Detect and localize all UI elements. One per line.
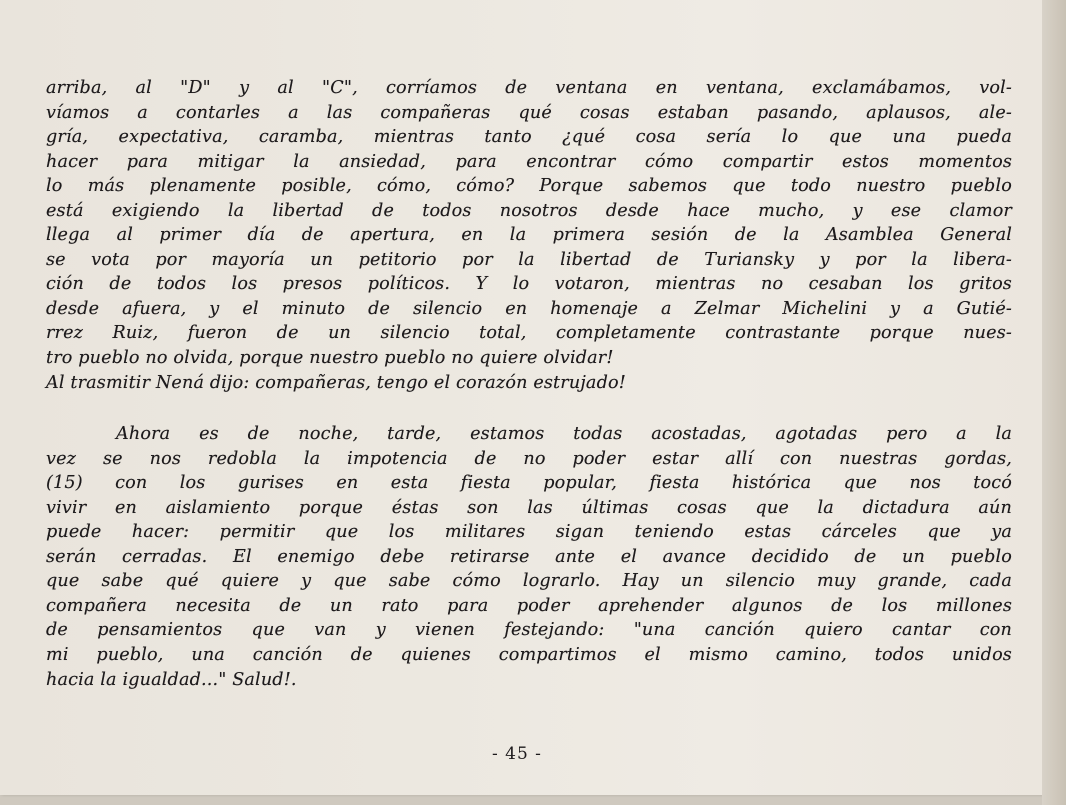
text-line: gría, expectativa, caramba, mientras tanto ¿qué cosa sería lo que una pueda — [46, 127, 1012, 148]
text-line: hacer para mitigar la ansiedad, para encontrar cómo compartir estos momentos — [46, 151, 1012, 172]
text-line: mi pueblo, una canción de quienes compartimos el mismo camino, todos unidos — [46, 645, 1012, 666]
text-line: arriba, al "D" y al "C", corríamos de ventana en ventana, exclamábamos, vol- — [46, 78, 1012, 98]
paragraph-gap — [46, 395, 1012, 422]
text-line: Ahora es de noche, tarde, estamos todas acostadas, agotadas pero a la — [116, 424, 1012, 445]
text-line: que sabe qué quiere y que sabe cómo lograrlo. Hay un silencio muy grande, cada — [46, 571, 1012, 592]
text-line: hacia la igualdad..." Salud!. — [46, 669, 297, 690]
text-line: compañera necesita de un rato para poder aprehender algunos de los millones — [46, 595, 1012, 616]
text-line: ción de todos los presos políticos. Y lo votaron, mientras no cesaban los gritos — [46, 274, 1012, 295]
text-line: rrez Ruiz, fueron de un silencio total, completamente contrastante porque nues- — [46, 323, 1012, 344]
text-line: puede hacer: permitir que los militares sigan teniendo estas cárceles que ya — [46, 522, 1012, 543]
text-line: lo más plenamente posible, cómo, cómo? Porque sabemos que todo nuestro pueblo — [46, 176, 1012, 197]
page-edge — [1042, 0, 1066, 805]
text-line: está exigiendo la libertad de todos nosotros desde hace mucho, y ese clamor — [46, 200, 1012, 221]
text-line: vivir en aislamiento porque éstas son las últimas cosas que la dictadura aún — [46, 497, 1012, 518]
text-line: (15) con los gurises en esta fiesta popular, fiesta histórica que nos tocó — [46, 473, 1012, 494]
text-line: se vota por mayoría un petitorio por la libertad de Turiansky y por la libera- — [46, 249, 1012, 270]
text-line: vez se nos redobla la impotencia de no poder estar allí con nuestras gordas, — [46, 448, 1012, 469]
paragraph-1 — [46, 76, 1012, 395]
page-number: - 45 - — [492, 744, 542, 764]
text-line: tro pueblo no olvida, porque nuestro pueblo no quiere olvidar! — [46, 348, 614, 369]
text-line: Al trasmitir Nená dijo: compañeras, tengo el corazón estrujado! — [46, 372, 626, 393]
text-line: víamos a contarles a las compañeras qué cosas estaban pasando, aplausos, ale- — [46, 102, 1012, 123]
body-text — [46, 76, 1012, 692]
paragraph-2 — [46, 422, 1012, 692]
text-line: de pensamientos que van y vienen festejando: "una canción quiero cantar con — [46, 620, 1012, 641]
text-line: serán cerradas. El enemigo debe retirarse ante el avance decidido de un pueblo — [46, 546, 1012, 567]
text-line: llega al primer día de apertura, en la primera sesión de la Asamblea General — [46, 225, 1012, 246]
text-line: desde afuera, y el minuto de silencio en homenaje a Zelmar Michelini y a Gutié- — [46, 298, 1012, 319]
